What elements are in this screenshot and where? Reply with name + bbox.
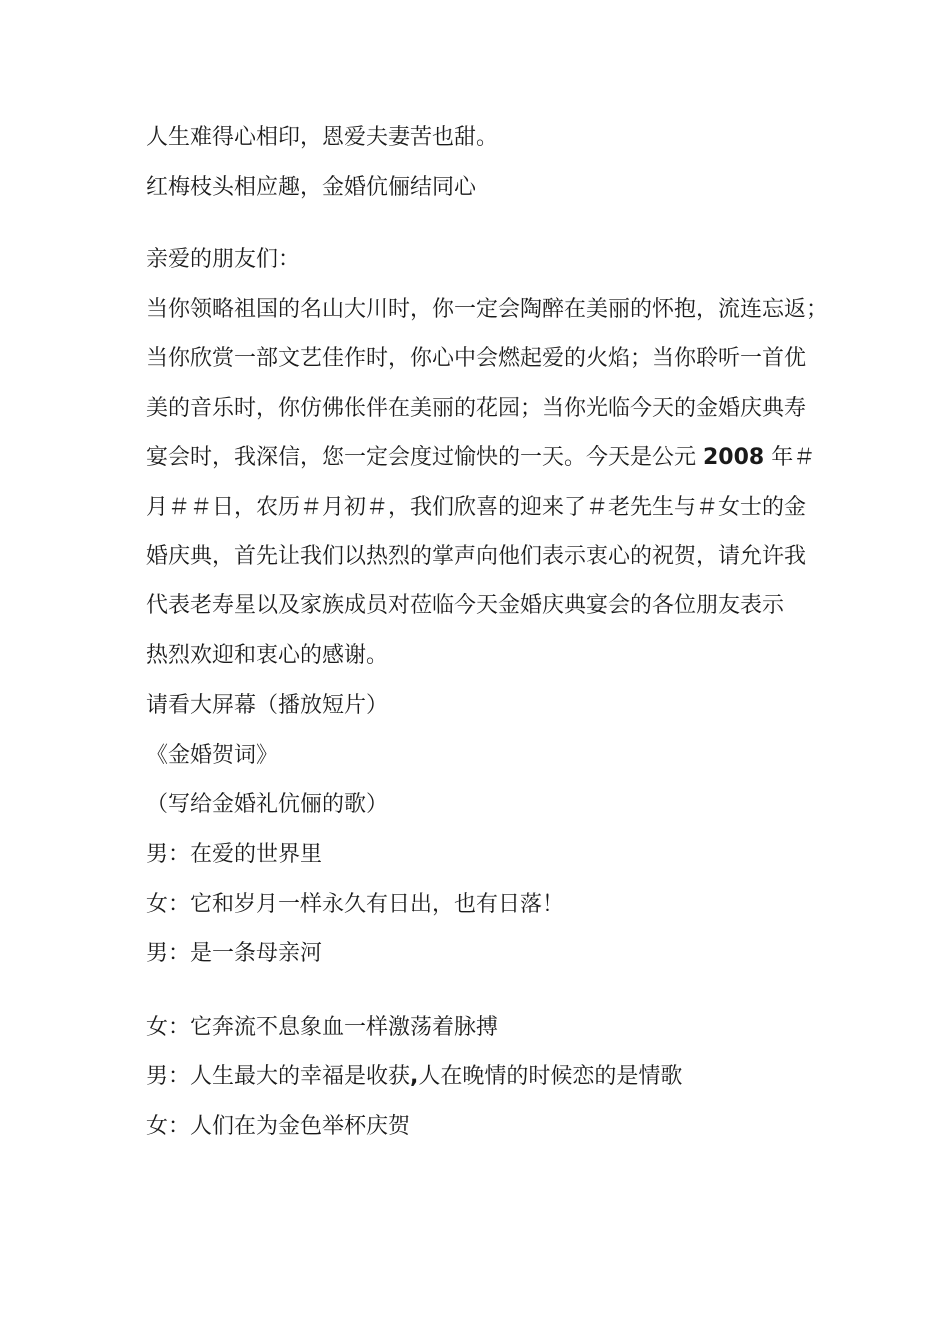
speech-line: 当你领略祖国的名山大川时，你一定会陶醉在美丽的怀抱，流连忘返； (146, 297, 829, 322)
dialogue-line: 男：在爱的世界里 (146, 842, 323, 867)
verse-line-2: 红梅枝头相应趣，金婚伉俪结同心 (146, 175, 477, 200)
verse-line-1: 人生难得心相印，恩爱夫妻苦也甜。 (146, 125, 499, 150)
speech-line: 月＃＃日，农历＃月初＃，我们欣喜的迎来了＃老先生与＃女士的金 (146, 494, 807, 520)
dialogue-text: 人在晚情的时候恋的是情歌 (418, 1064, 683, 1089)
dialogue-line (146, 1059, 682, 1095)
comma-mark: , (410, 1064, 419, 1089)
screen-note: 请看大屏幕（播放短片） (146, 693, 389, 718)
speech-line: 热烈欢迎和衷心的感谢。 (146, 642, 389, 668)
dialogue-line: 男：是一条母亲河 (146, 941, 323, 966)
speech-line: 当你欣赏一部文艺佳作时，你心中会燃起爱的火焰；当你聆听一首优 (146, 346, 807, 372)
speech-line: 代表老寿星以及家族成员对莅临今天金婚庆典宴会的各位朋友表示 (146, 593, 785, 619)
speech-line: 婚庆典，首先让我们以热烈的掌声向他们表示衷心的祝贺，请允许我 (146, 543, 807, 569)
dialogue-line: 女：人们在为金色举杯庆贺 (146, 1114, 411, 1139)
speech-paragraph (146, 292, 828, 687)
speech-line: 美的音乐时，你仿佛伥伴在美丽的花园；当你光临今天的金婚庆典寿 (146, 395, 807, 421)
speech-text: 年＃ (764, 445, 816, 471)
salutation: 亲爱的朋友们： (146, 247, 301, 272)
dialogue-line: 女：它奔流不息象血一样激荡着脉搏 (146, 1015, 499, 1040)
year-number: 2008 (703, 445, 765, 471)
speech-text: 宴会时，我深信，您一定会度过愉快的一天。今天是公元 (146, 445, 703, 471)
dialogue-text: 男：人生最大的幸福是收获 (146, 1064, 411, 1089)
poem-subtitle: （写给金婚礼伉俪的歌） (146, 792, 389, 817)
dialogue-line: 女：它和岁月一样永久有日出，也有日落！ (146, 892, 565, 917)
speech-line (146, 440, 828, 489)
poem-title: 《金婚贺词》 (146, 743, 279, 768)
